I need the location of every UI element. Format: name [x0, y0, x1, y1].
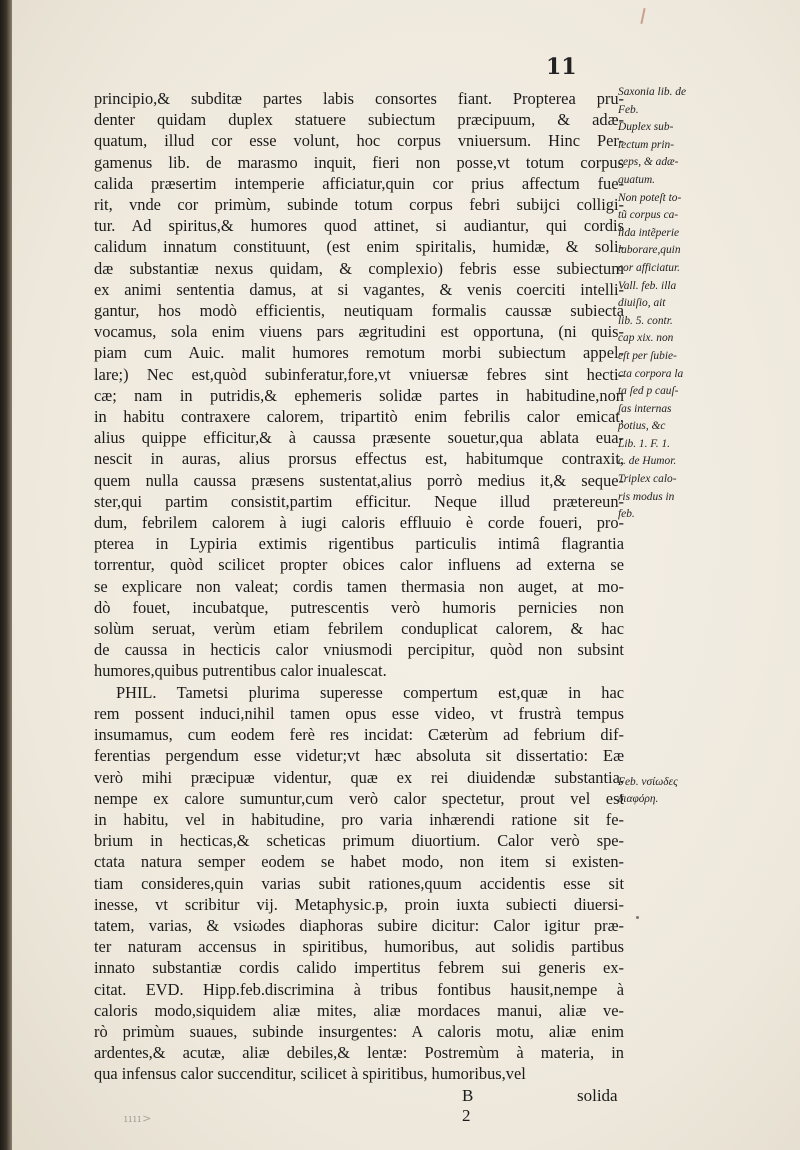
text-line: rò primùm suaues, subinde insurgentes: A caloris motu, aliæ enim	[94, 1021, 624, 1041]
marginal-note-line: eſt per ſubie-	[618, 349, 677, 362]
text-line: dò fouet, incubatque, putrescentis verò humoris pernicies non	[94, 597, 624, 617]
text-line: qua infensus calor succenditur, scilicet à spiritibus, humoribus,vel	[94, 1064, 526, 1084]
marginal-note-line: lida intẽperie	[618, 226, 680, 239]
ink-mark	[640, 8, 645, 24]
text-line: ardentes,& acutæ, aliæ debiles,& lentæ: Postremùm à materia, in	[94, 1043, 624, 1063]
faded-stamp: ıııı>	[124, 1112, 153, 1125]
text-line: insumamus, cum eodem ferè res incidat: Cæterùm ad febrium dif-	[94, 725, 624, 745]
book-page	[12, 0, 800, 1150]
marginal-note-line: Non poteſt to-	[618, 191, 682, 204]
marginal-note-line: ceps, & adæ-	[618, 156, 679, 169]
marginal-note-line: Saxonia lib. de	[618, 86, 687, 98]
text-line: ferentias pergendum esse videtur;vt hæc absoluta sit dissertatio: Eæ	[94, 746, 624, 766]
text-line: quatum, illud cor esse volunt, hoc corpus vniuersum. Hinc Per-	[94, 131, 624, 151]
text-line: vocamus, sola enim viuens pars ægritudini est opportuna, (ni quis-	[94, 322, 624, 342]
catchword: solida	[577, 1086, 618, 1105]
page-number: 11	[546, 54, 577, 80]
text-line: ex animi sententia damus, at si vagantes, & venis coerciti intelli-	[94, 279, 624, 299]
marginal-note-line: iectum prin-	[618, 138, 674, 151]
text-line: verò mihi præcipuæ videntur, quæ ex rei diuidendæ substantia,	[94, 767, 624, 787]
marginal-note-line: cor afficiatur.	[618, 261, 681, 274]
text-line: pterea in Lypiria extimis rigentibus particulis intimâ flagrantia	[94, 534, 624, 554]
text-line: piam cum Auic. malit humores remotum morbi subiectum appel-	[94, 343, 624, 363]
text-line: dum, febrilem calorem à iugi caloris effluuio è corde foueri, pro-	[94, 513, 624, 533]
text-line: PHIL. Tametsi plurima superesse compertum est,quæ in hac	[116, 682, 624, 702]
text-line: ctata natura semper eodem se habet modo, non item si existen-	[94, 852, 624, 872]
text-line: ster,qui partim consistit,partim efficitur. Neque illud prætereun-	[94, 491, 624, 511]
marginal-note-line: ta ſed p cauſ-	[618, 385, 679, 398]
marginal-note-line: ſas internas	[618, 402, 672, 415]
text-line: cæ; nam in putridis,& ephemeris solidæ partes in habitudine,non	[94, 385, 624, 405]
text-line: de caussa in hecticis calor vniusmodi percipitur, quòd non subsint	[94, 640, 624, 660]
text-line: caloris modo,siquidem aliæ mites, aliæ mordaces manui, aliæ ve-	[94, 1000, 624, 1020]
text-line: calida præsertim intemperie afficiatur,quin cor prius affectum fue-	[94, 173, 624, 193]
text-line: humores,quibus putrentibus calor inualescat.	[94, 661, 387, 681]
marginal-note-line: lib. 5. contr.	[618, 314, 673, 327]
main-text-block	[94, 88, 624, 1085]
text-line: principio,& subditæ partes labis consortes fiant. Propterea pru-	[94, 89, 624, 108]
marginal-note-line: cta corpora la	[618, 367, 684, 380]
ink-speck	[636, 916, 639, 919]
marginal-note-line: c. de Humor.	[618, 455, 677, 468]
text-line: ter naturam accensus in spiritibus, humoribus, aut solidis partibus	[94, 937, 624, 957]
marginal-note-line: Feb. vσίωδες	[618, 775, 678, 788]
text-line: alius quippe efficitur,& à caussa præsente souetur,qua ablata eua-	[94, 428, 624, 448]
text-line: citat. EVD. Hipp.feb.discrimina à tribus fontibus hausit,nempe à	[94, 979, 624, 999]
marginal-note-line: cap xix. non	[618, 332, 674, 345]
text-line: nempe ex calore sumuntur,cum verò calor spectetur, prout vel est	[94, 788, 624, 808]
marginal-note-line: feb.	[618, 508, 635, 521]
text-line: brium in hecticas,& scheticas primum diuortium. Calor verò spe-	[94, 831, 624, 851]
text-line: in habitu, vel in habitudine, pro varia inhærendi ratione sit fe-	[94, 809, 624, 829]
marginal-note-line: Triplex calo-	[618, 473, 677, 486]
marginal-note-line: ris modus in	[618, 490, 675, 503]
marginal-notes-bottom	[618, 774, 738, 809]
text-line: rem possent induci,nihil tamen opus esse video, vt frustrà tempus	[94, 703, 624, 723]
text-line: innato substantiæ cordis calido impertitus febrem sui generis ex-	[94, 958, 624, 978]
text-line: quem nulla caussa præsens sustentat,alius porrò medius it,& seque-	[94, 470, 624, 490]
marginal-note-line: quatum.	[618, 173, 656, 186]
marginal-note-line: Vall. feb. illa	[618, 279, 677, 292]
marginal-note-line: diuiſio, ait	[618, 297, 666, 310]
marginal-note-line: Lib. 1. F. 1.	[618, 437, 671, 450]
text-line: solùm seruat, verùm etiam febrilem conduplicat calorem, & hac	[94, 619, 624, 639]
text-line: inesse, vt scribitur vij. Metaphysic.ᵽ, proin iuxta subiecti diuersi-	[94, 894, 624, 914]
marginal-notes	[618, 84, 738, 809]
text-line: tiam consideres,quin varias subit rationes,quum accidentis esse sit	[94, 873, 624, 893]
text-line: rit, vnde cor primùm, subinde totum corpus febri subijci colligi-	[94, 195, 624, 215]
text-line: gamenus lib. de marasmo inquit, fieri non posse,vt totum corpus	[94, 152, 624, 172]
text-line: denter quidam duplex statuere subiectum præcipuum, & adæ-	[94, 110, 624, 130]
signature-mark: B 2	[462, 1086, 474, 1125]
text-line: dæ substantiæ nexus quidam, & complexio) febris esse subiectum	[94, 258, 624, 278]
marginal-note-line: potius, &c	[618, 420, 666, 433]
text-line: tatem, varias, & vsiωdes diaphoras subire dicitur: Calor igitur præ-	[94, 915, 624, 935]
marginal-note-line: tũ corpus ca-	[618, 209, 679, 222]
marginal-note-line: διαφόρη.	[618, 793, 659, 806]
book-spine-shadow	[0, 0, 12, 1150]
text-line: gantur, hos modò efficientis, neutiquam formalis caussæ subiecta	[94, 301, 624, 321]
marginal-note-line: laborare,quin	[618, 244, 681, 257]
text-line: torrentur, quòd scilicet propter obices calor influens ad externa se	[94, 555, 624, 575]
text-line: in habitu contraxere calorem, tripartitò enim febrilis calor emicat,	[94, 407, 624, 427]
marginal-note-line: Duplex sub-	[618, 121, 674, 134]
marginal-notes-top	[618, 84, 738, 524]
text-line: lare;) Nec est,quòd subinferatur,fore,vt vniuersæ febres sint hecti-	[94, 364, 624, 384]
text-line: tur. Ad spiritus,& humores quod attinet, si audiantur, qui cordis	[94, 216, 624, 236]
text-line: se explicare non valeat; cordis tamen thermasia non auget, at mo-	[94, 576, 624, 596]
marginal-note-line: Feb.	[618, 103, 639, 116]
text-line: nescit in auras, alius prorsus effectus est, habitumque contraxit,	[94, 449, 624, 469]
text-line: calidum innatum constituunt, (est enim spiritalis, humidæ, & soli-	[94, 237, 624, 257]
